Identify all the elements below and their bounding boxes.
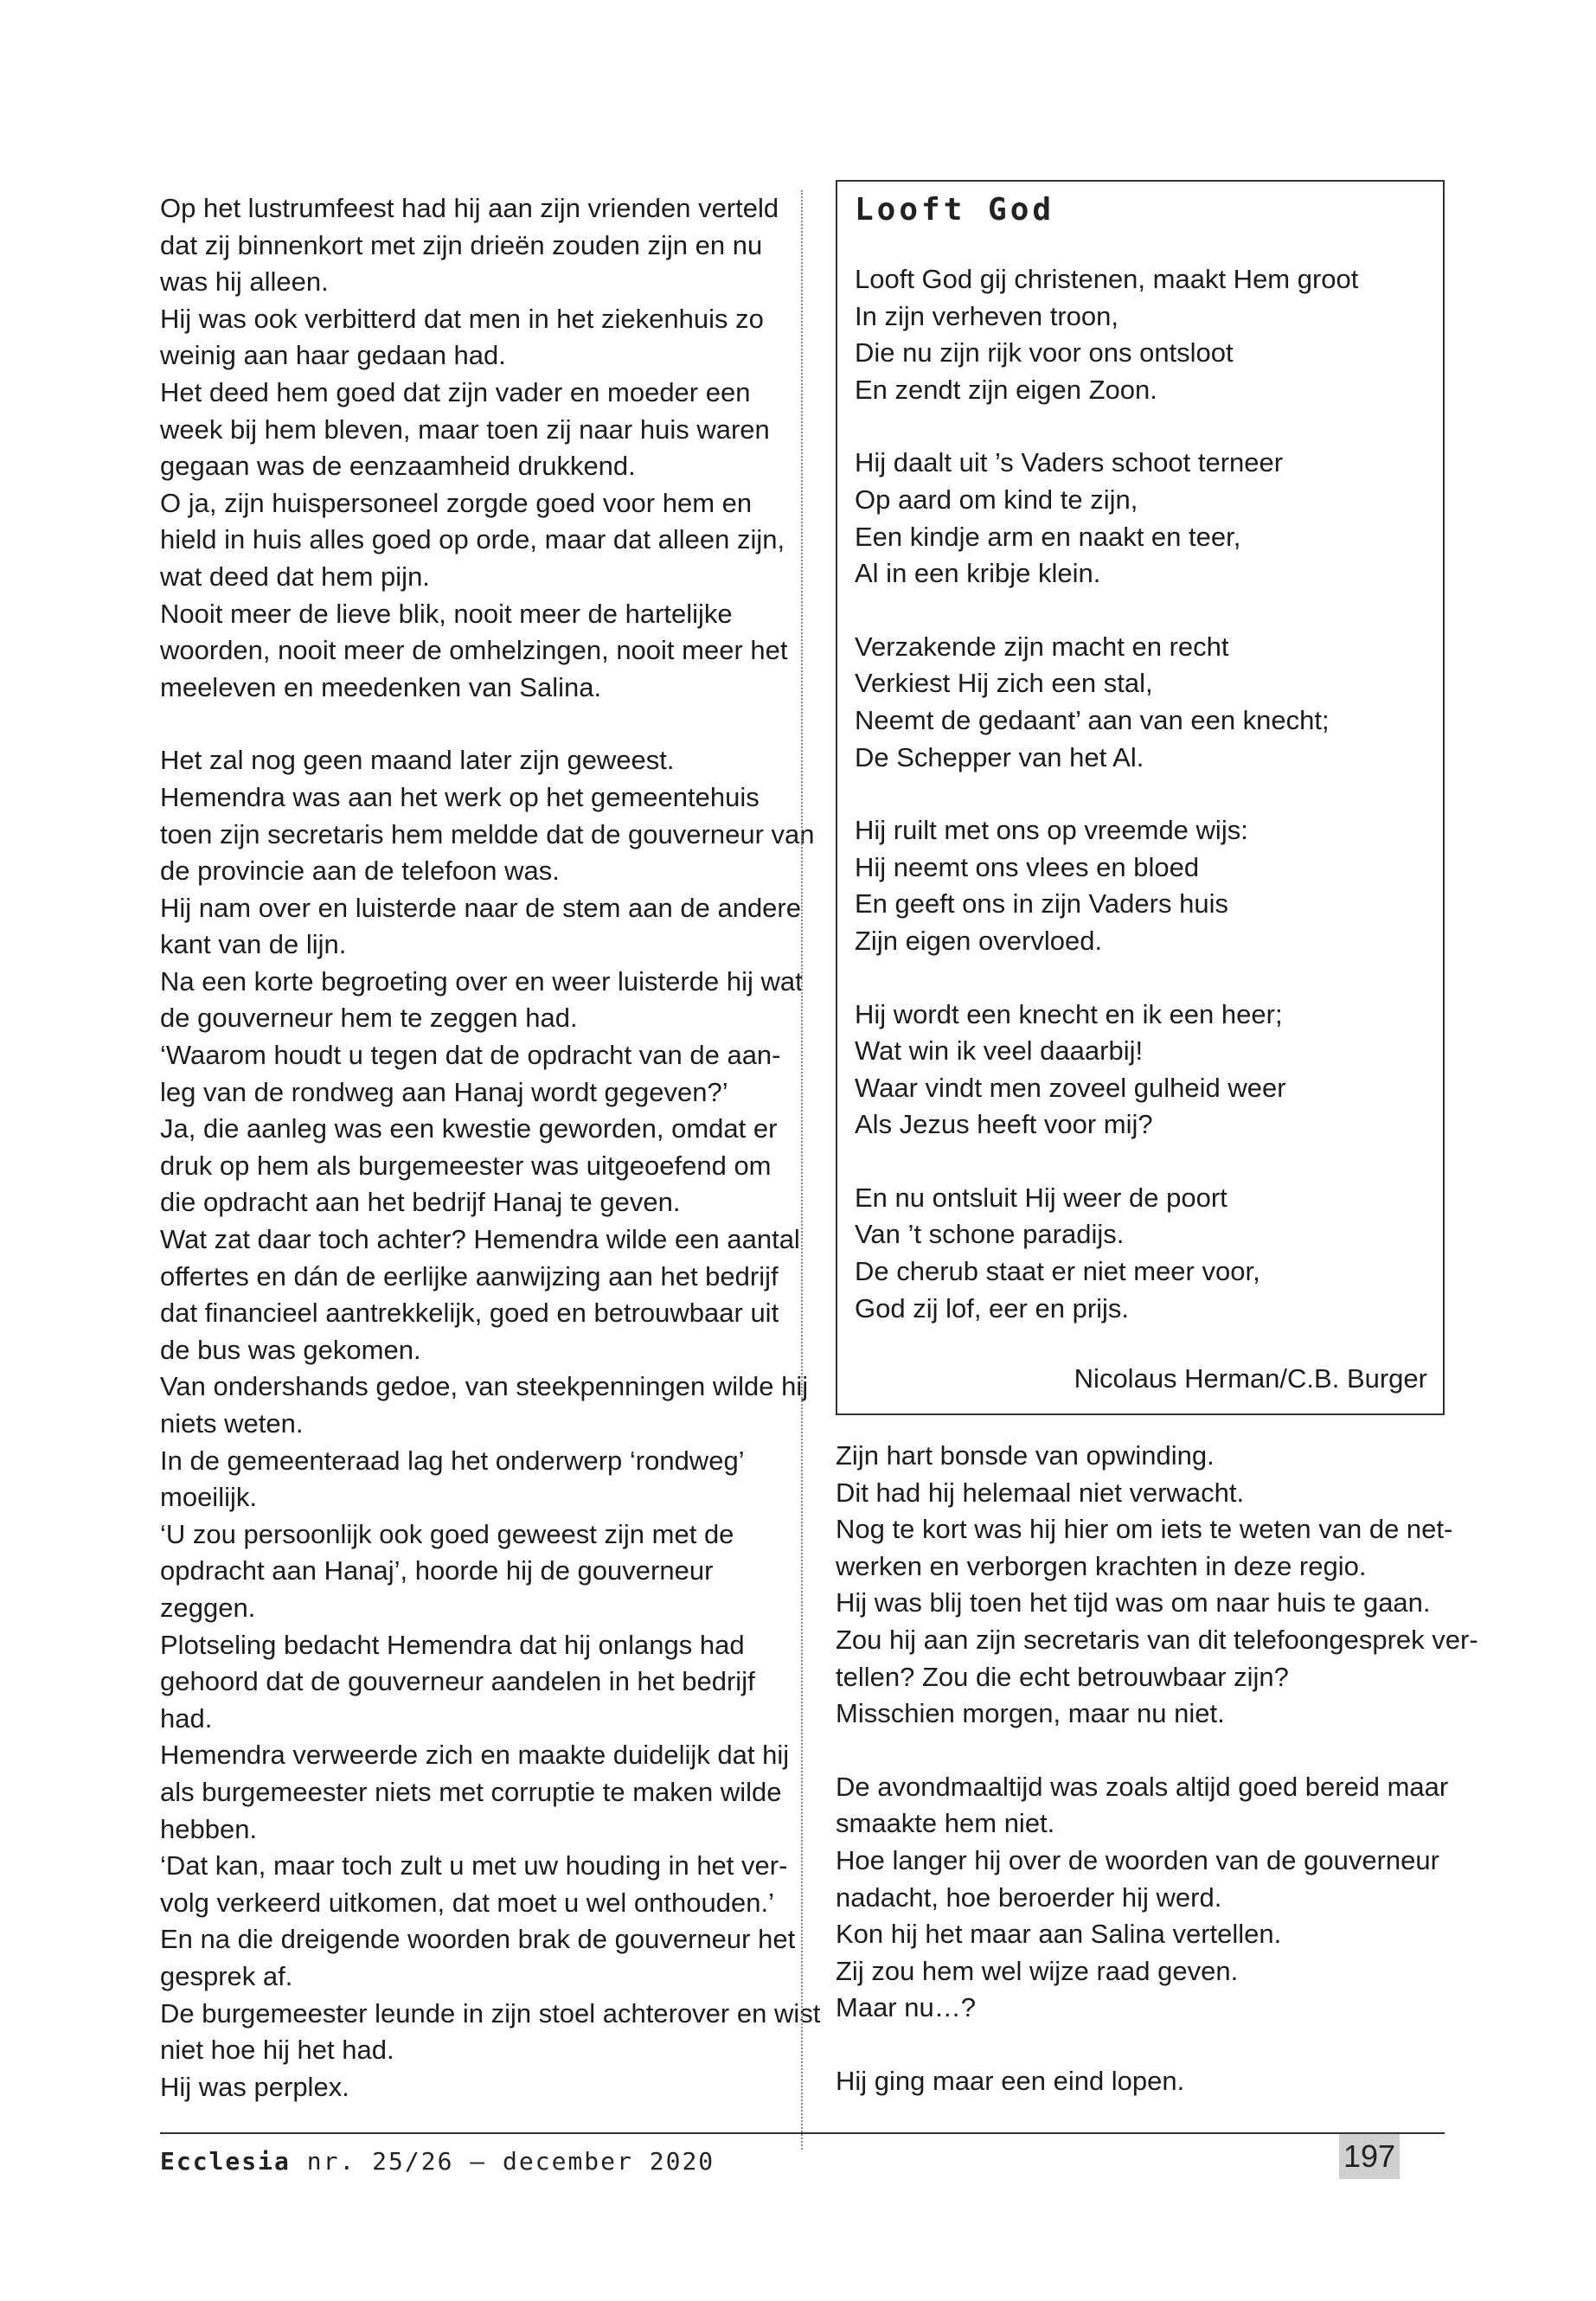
text-line: Zou hij aan zijn secretaris van dit telefoongesprek ver- [836,1624,1478,1655]
text-line: toen zijn secretaris hem meldde dat de gouverneur van [160,818,815,849]
footer-rule [160,2132,1445,2134]
text-line: Na een korte begroeting over en weer luisterde hij wat [160,965,803,997]
paragraph-gap [836,1733,1441,1769]
text-line: Hij was perplex. [160,2071,349,2102]
poem-line: In zijn verheven troon, [855,300,1119,331]
poem-line: Hij wordt een knecht en ik een heer; [855,998,1283,1029]
paragraph-gap [160,706,783,742]
text-line: Ja, die aanleg was een kwestie geworden, omdat er [160,1113,778,1144]
issue-info: nr. 25/26 – december 2020 [306,2147,715,2176]
poem-line: En geeft ons in zijn Vaders huis [855,888,1228,920]
poem-title: Looft God [855,192,1055,228]
stanza-gap [855,960,1358,997]
poem-line: Al in een kribje klein. [855,558,1101,589]
page-number: 197 [1339,2134,1400,2179]
text-line: Hij was ook verbitterd dat men in het ziekenhuis zo [160,303,764,334]
text-line: volg verkeerd uitkomen, dat moet u wel onthouden.’ [160,1887,774,1918]
poem-line: Neemt de gedaant’ aan van een knecht; [855,704,1330,735]
poem-line: Verzakende zijn macht en recht [855,631,1229,662]
poem-line: De Schepper van het Al. [855,741,1144,772]
text-line: gehoord dat de gouverneur aandelen in het bedrijf [160,1666,755,1697]
text-line: Hij was blij toen het tijd was om naar huis te gaan. [836,1587,1431,1618]
stanza-gap [855,1144,1358,1180]
text-line: O ja, zijn huispersoneel zorgde goed voor hem en [160,487,753,518]
poem-line: Die nu zijn rijk voor ons ontsloot [855,337,1234,369]
text-line: ‘Waarom houdt u tegen dat de opdracht van de aan- [160,1040,781,1071]
text-line: de provincie aan de telefoon was. [160,856,560,887]
poem-line: Op aard om kind te zijn, [855,484,1138,515]
text-line: gesprek af. [160,1960,293,1991]
footer-text [160,2147,715,2176]
text-line: En na die dreigende woorden brak de gouverneur het [160,1924,796,1955]
poem-line: Hij daalt uit ’s Vaders schoot terneer [855,447,1284,478]
poem-line: God zij lof, eer en prijs. [855,1292,1130,1324]
text-line: druk op hem als burgemeester was uitgeoefend om [160,1150,772,1181]
text-line: meeleven en meedenken van Salina. [160,671,602,702]
text-line: kant van de lijn. [160,929,347,960]
text-line: woorden, nooit meer de omhelzingen, nooit meer het [160,635,788,666]
poem-line: Als Jezus heeft voor mij? [855,1109,1153,1140]
text-line: dat zij binnenkort met zijn drieën zouden zijn en nu [160,229,763,260]
text-line: weinig aan haar gedaan had. [160,340,506,371]
text-line: wat deed dat hem pijn. [160,561,430,592]
text-line: tellen? Zou die echt betrouwbaar zijn? [836,1661,1289,1692]
text-line: week bij hem bleven, maar toen zij naar huis waren [160,413,770,445]
text-line: De avondmaaltijd was zoals altijd goed bereid maar [836,1771,1449,1802]
text-line: die opdracht aan het bedrijf Hanaj te geven. [160,1187,681,1218]
left-text-column [160,190,821,2106]
stanza-gap [855,408,1358,445]
text-line: Misschien morgen, maar nu niet. [836,1698,1225,1729]
text-line: Dit had hij helemaal niet verwacht. [836,1477,1245,1508]
poem-box [836,180,1445,1415]
text-line: moeilijk. [160,1482,257,1513]
text-line: Plotseling bedacht Hemendra dat hij onlangs had [160,1629,745,1660]
text-line: Nog te kort was hij hier om iets te weten van de net- [836,1514,1453,1545]
poem-line: En zendt zijn eigen Zoon. [855,374,1157,405]
text-line: de gouverneur hem te zeggen had. [160,1003,578,1034]
text-line: hebben. [160,1813,258,1844]
text-line: smaakte hem niet. [836,1808,1055,1839]
text-line: Zij zou hem wel wijze raad geven. [836,1955,1239,1986]
poem-line: Waar vindt men zoveel gulheid weer [855,1072,1286,1103]
text-line: leg van de rondweg aan Hanaj wordt gegeven?’ [160,1076,728,1107]
stanza-gap [855,776,1358,812]
text-line: Hemendra was aan het werk op het gemeentehuis [160,781,760,812]
text-line: opdracht aan Hanaj’, hoorde hij de gouverneur [160,1555,714,1586]
magazine-name: Ecclesia [160,2147,291,2176]
text-line: offertes en dán de eerlijke aanwijzing aan het bedrijf [160,1260,779,1292]
text-line: zeggen. [160,1592,256,1623]
text-line: Wat zat daar toch achter? Hemendra wilde een aantal [160,1224,800,1255]
paragraph-gap [836,2027,1441,2063]
poem-line: Een kindje arm en naakt en teer, [855,521,1241,552]
text-line: Het deed hem goed dat zijn vader en moeder een [160,376,751,407]
poem-line: Van ’t schone paradijs. [855,1219,1125,1250]
poem-line: Zijn eigen overvloed. [855,925,1103,956]
text-line: ‘Dat kan, maar toch zult u met uw houding in het ver- [160,1850,788,1881]
text-line: werken en verborgen krachten in deze regio. [836,1550,1367,1581]
poem-line: Looft God gij christenen, maakt Hem groot [855,264,1359,294]
text-line: was hij alleen. [160,266,329,298]
text-line: gegaan was de eenzaamheid drukkend. [160,451,636,482]
text-line: Maar nu…? [836,1992,976,2023]
poem-body [855,261,1358,1327]
text-line: de bus was gekomen. [160,1334,421,1365]
stanza-gap [855,593,1358,629]
poem-line: De cherub staat er niet meer voor, [855,1256,1260,1287]
poem-line: Hij ruilt met ons op vreemde wijs: [855,815,1248,846]
column-divider [801,190,803,2150]
text-line: Kon hij het maar aan Salina vertellen. [836,1919,1282,1950]
right-text-column [836,1438,1478,2100]
text-line: Van ondershands gedoe, van steekpenningen wilde hij [160,1371,809,1402]
text-line: Hemendra verweerde zich en maakte duidelijk dat hij [160,1740,790,1771]
text-line: Hij ging maar een eind lopen. [836,2065,1185,2096]
text-line: Zijn hart bonsde van opwinding. [836,1440,1215,1471]
text-line: als burgemeester niets met corruptie te maken wilde [160,1776,782,1807]
text-line: Nooit meer de lieve blik, nooit meer de hartelijke [160,598,733,629]
text-line: De burgemeester leunde in zijn stoel achterover en wist [160,1997,821,2029]
poem-line: En nu ontsluit Hij weer de poort [855,1182,1227,1213]
text-line: nadacht, hoe beroerder hij werd. [836,1881,1222,1913]
text-line: Het zal nog geen maand later zijn geweest. [160,745,675,776]
text-line: niets weten. [160,1408,304,1439]
poem-line: Hij neemt ons vlees en bloed [855,851,1200,882]
text-line: In de gemeenteraad lag het onderwerp ‘rondweg’ [160,1445,745,1476]
text-line: Hij nam over en luisterde naar de stem aan de andere [160,892,801,923]
text-line: niet hoe hij het had. [160,2035,394,2066]
poem-line: Wat win ik veel daaarbij! [855,1035,1144,1067]
text-line: dat financieel aantrekkelijk, goed en betrouwbaar uit [160,1298,779,1329]
text-line: hield in huis alles goed op orde, maar dat alleen zijn, [160,524,785,555]
text-line: Op het lustrumfeest had hij aan zijn vrienden verteld [160,193,779,223]
text-line: Hoe langer hij over de woorden van de gouverneur [836,1844,1439,1875]
poem-line: Verkiest Hij zich een stal, [855,668,1153,699]
poem-author: Nicolaus Herman/C.B. Burger [1074,1363,1427,1394]
text-line: had. [160,1702,213,1734]
text-line: ‘U zou persoonlijk ook goed geweest zijn met de [160,1518,734,1549]
